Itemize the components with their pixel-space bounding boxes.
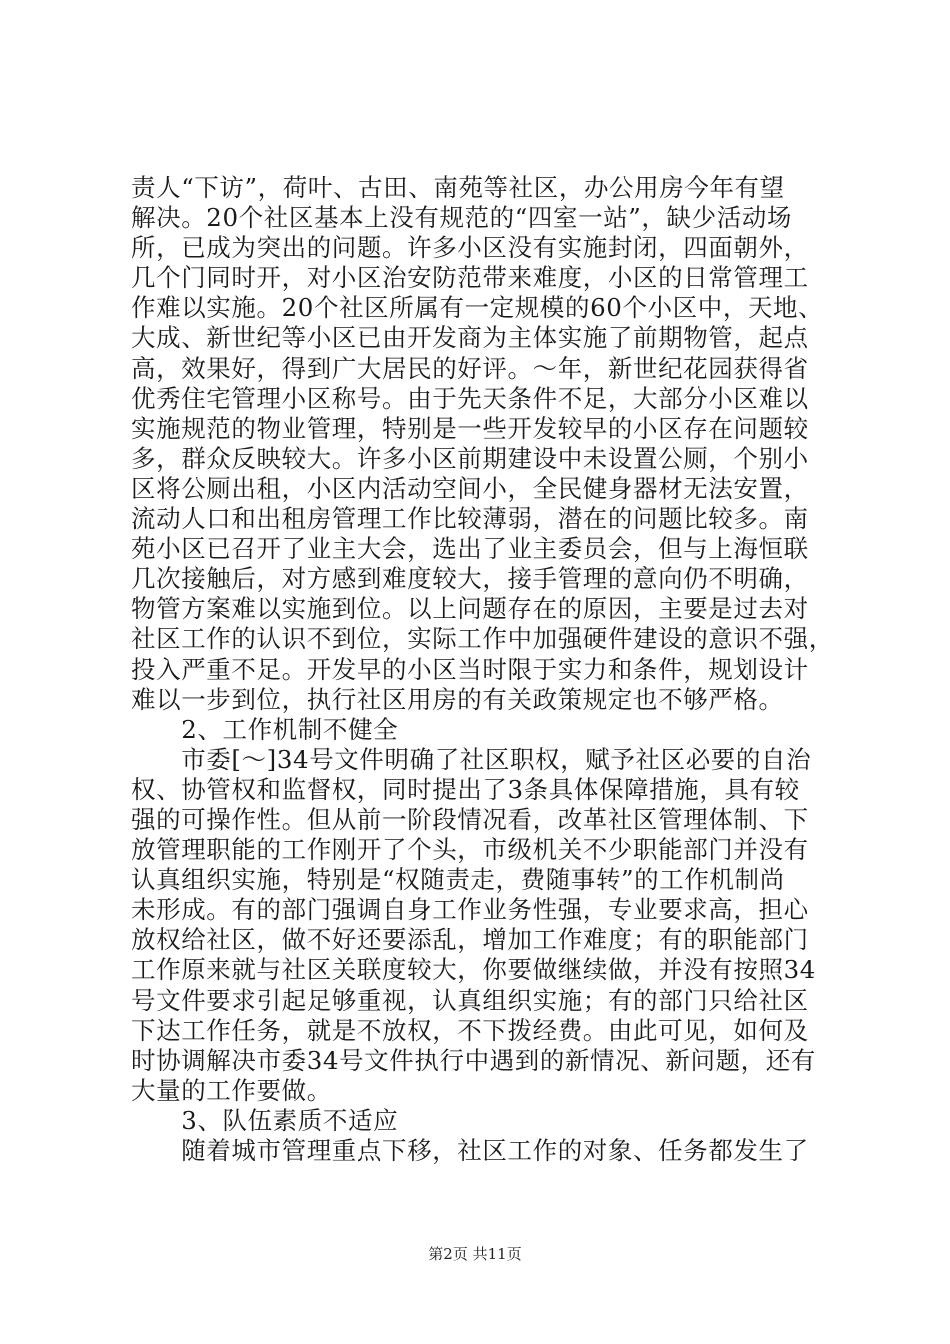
section-heading: 2、工作机制不健全 xyxy=(131,714,399,744)
section-heading: 3、队伍素质不适应 xyxy=(131,1105,399,1135)
text-line: 作难以实施。20个社区所属有一定规模的60个小区中，天地、 xyxy=(131,293,824,323)
text-line: 解决。20个社区基本上没有规范的“四室一站”，缺少活动场 xyxy=(131,203,793,233)
text-line: 优秀住宅管理小区称号。由于先天条件不足，大部分小区难以 xyxy=(131,383,809,413)
text-line: 几个门同时开，对小区治安防范带来难度，小区的日常管理工 xyxy=(131,263,809,293)
text-line: 权、协管权和监督权，同时提出了3条具体保障措施，具有较 xyxy=(131,774,800,804)
text-line: 区将公厕出租，小区内活动空间小，全民健身器材无法安置， xyxy=(131,473,809,503)
text-line: 多，群众反映较大。许多小区前期建设中未设置公厕，个别小 xyxy=(131,443,809,473)
text-line: 认真组织实施，特别是“权随责走，费随事转”的工作机制尚 xyxy=(131,865,785,895)
text-line: 苑小区已召开了业主大会，选出了业主委员会，但与上海恒联 xyxy=(131,534,809,564)
text-line: 实施规范的物业管理，特别是一些开发较早的小区存在问题较 xyxy=(131,413,809,443)
text-line: 物管方案难以实施到位。以上问题存在的原因，主要是过去对 xyxy=(131,594,809,624)
text-line: 市委[～]34号文件明确了社区职权，赋予社区必要的自治 xyxy=(131,744,812,774)
text-line: 责人“下访”，荷叶、古田、南苑等社区，办公用房今年有望 xyxy=(131,173,785,202)
text-line: 号文件要求引起足够重视，认真组织实施；有的部门只给社区 xyxy=(131,985,809,1015)
page-number-footer: 第2页 共11页 xyxy=(428,1245,522,1263)
text-line: 流动人口和出租房管理工作比较薄弱，潜在的问题比较多。南 xyxy=(131,504,809,534)
text-line: 时协调解决市委34号文件执行中遇到的新情况、新问题，还有 xyxy=(131,1045,816,1075)
text-line: 强的可操作性。但从前一阶段情况看，改革社区管理体制、下 xyxy=(131,804,809,834)
text-line: 大量的工作要做。 xyxy=(131,1075,332,1105)
text-line: 工作原来就与社区关联度较大，你要做继续做，并没有按照34 xyxy=(131,955,816,985)
text-line: 社区工作的认识不到位，实际工作中加强硬件建设的意识不强， xyxy=(131,624,834,654)
text-line: 未形成。有的部门强调自身工作业务性强，专业要求高，担心 xyxy=(131,895,809,925)
text-line: 下达工作任务，就是不放权，不下拨经费。由此可见，如何及 xyxy=(131,1015,809,1045)
text-line: 随着城市管理重点下移，社区工作的对象、任务都发生了 xyxy=(131,1136,809,1165)
text-line: 几次接触后，对方感到难度较大，接手管理的意向仍不明确， xyxy=(131,564,809,594)
text-line: 所，已成为突出的问题。许多小区没有实施封闭，四面朝外， xyxy=(131,233,809,263)
text-line: 投入严重不足。开发早的小区当时限于实力和条件，规划设计 xyxy=(131,654,809,684)
text-line: 高，效果好，得到广大居民的好评。～年，新世纪花园获得省 xyxy=(131,353,809,383)
text-line: 大成、新世纪等小区已由开发商为主体实施了前期物管，起点 xyxy=(131,323,809,353)
body-text xyxy=(131,173,834,1166)
text-line: 放权给社区，做不好还要添乱，增加工作难度；有的职能部门 xyxy=(131,925,809,955)
text-line: 放管理职能的工作刚开了个头，市级机关不少职能部门并没有 xyxy=(131,835,809,865)
text-line: 难以一步到位，执行社区用房的有关政策规定也不够严格。 xyxy=(131,684,784,714)
